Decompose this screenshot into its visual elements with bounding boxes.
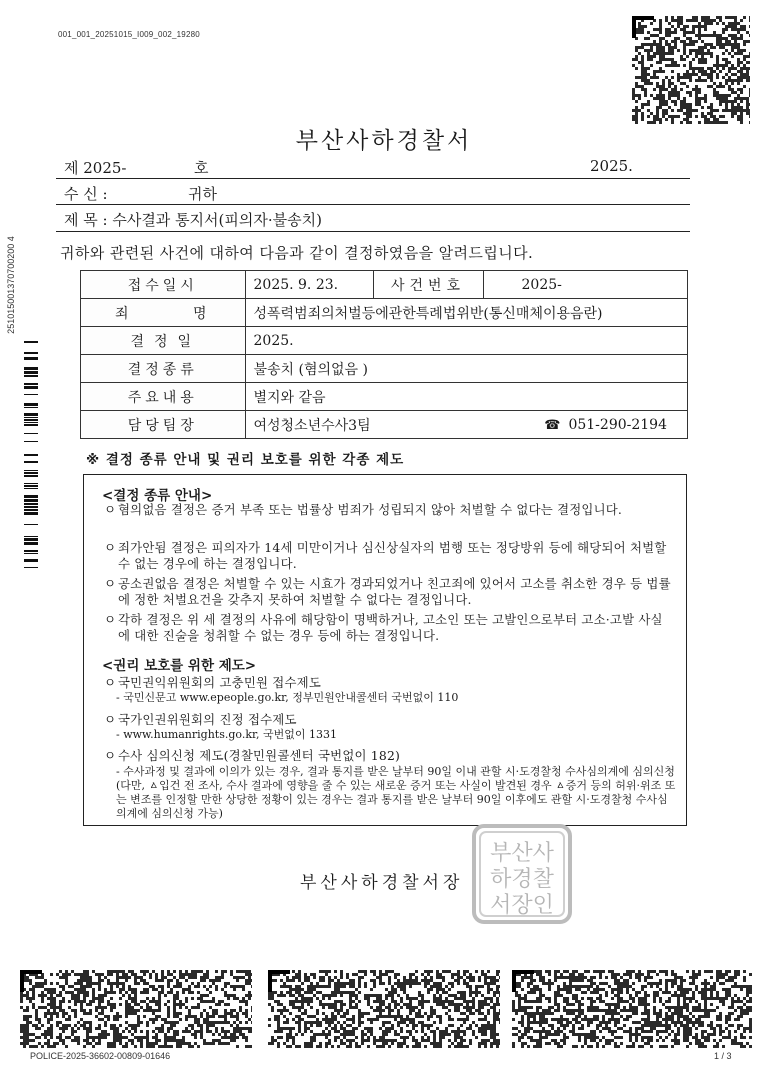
recipient-value: 귀하 (188, 185, 217, 203)
document-number-label: 제 2025- (64, 159, 127, 177)
list-bullet: ㅇ (104, 612, 117, 627)
phone-number: 051-290-2194 (568, 416, 667, 433)
list-item-text: 국민권익위원회의 고충민원 접수제도 (118, 675, 321, 690)
notice-title: ※ 결정 종류 안내 및 권리 보호를 위한 각종 제도 (86, 452, 405, 468)
list-item (104, 540, 674, 572)
decision-type-label: 결정종류 (81, 355, 246, 383)
team-value: 여성청소년수사3팀 (245, 411, 483, 439)
issuer-name: 부산사하경찰서장 (300, 873, 464, 893)
phone-icon: ☎ (544, 417, 561, 433)
list-bullet: ㅇ (104, 576, 117, 591)
header-divider (56, 204, 690, 205)
list-item-text: 혐의없음 결정은 증거 부족 또는 법률상 범죄가 성립되지 않아 처벌할 수 없다는 결정입니다. (118, 502, 623, 517)
side-barcode-code: 251015001370700200 4 (6, 236, 16, 334)
file-id: 001_001_20251015_I009_002_19280 (58, 30, 200, 39)
list-item-detail: - 국민신문고 www.epeople.go.kr, 정부민원안내콜센터 국번없이 110 (116, 691, 459, 704)
rights-section-heading: <권리 보호를 위한 제도> (102, 658, 257, 674)
charge-value: 성폭력범죄의처벌등에관한특례법위반(통신매체이용음란) (245, 299, 688, 327)
intro-text: 귀하와 관련된 사건에 대하여 다음과 같이 결정하였음을 알려드립니다. (60, 244, 534, 262)
list-item (104, 748, 674, 764)
qr-code-bottom-2 (268, 970, 500, 1048)
list-item-text: 수사 심의신청 제도(경찰민원콜센터 국번없이 182) (118, 748, 401, 763)
list-item (104, 612, 674, 644)
summary-value: 별지와 같음 (245, 383, 688, 411)
recipient-label: 수 신 : (64, 185, 108, 203)
list-bullet: ㅇ (104, 712, 117, 727)
list-item (104, 675, 674, 691)
qr-code-bottom-3 (512, 970, 752, 1048)
case-number-label: 사건번호 (373, 271, 483, 299)
decision-date-value: 2025. (245, 327, 688, 355)
list-item (104, 576, 674, 608)
qr-code-top (632, 16, 750, 124)
list-item-text: 공소권없음 결정은 처벌할 수 있는 시효가 경과되었거나 친고죄에 있어서 고소를 취소한 경우 등 법률에 정한 처벌요건을 갖추지 못하여 처벌할 수 없다는 결정입니다. (118, 576, 671, 607)
header-divider (56, 231, 690, 232)
decision-type-value: 불송치 (혐의없음 ) (245, 355, 688, 383)
table-row (81, 411, 688, 439)
official-seal-icon (468, 822, 576, 926)
svg-text:하경찰: 하경찰 (490, 867, 554, 892)
list-item (104, 502, 674, 518)
list-item-detail: - www.humanrights.go.kr, 국번없이 1331 (116, 728, 338, 741)
list-item (104, 712, 674, 728)
list-bullet: ㅇ (104, 748, 117, 763)
qr-code-bottom-1 (20, 970, 252, 1048)
document-subject: 제 목 : 수사결과 통지서(피의자·불송치) (64, 211, 322, 229)
document-title: 부산사하경찰서 (295, 128, 473, 154)
received-value: 2025. 9. 23. (245, 271, 373, 299)
team-label: 담당팀장 (81, 411, 246, 439)
received-label: 접수일시 (81, 271, 246, 299)
list-bullet: ㅇ (104, 540, 117, 555)
phone-cell (483, 411, 688, 439)
table-row (81, 383, 688, 411)
document-number-suffix: 호 (194, 159, 209, 177)
table-row (81, 271, 688, 299)
charge-label: 죄 명 (81, 299, 246, 327)
svg-text:부산사: 부산사 (490, 841, 554, 866)
table-row (81, 355, 688, 383)
summary-label: 주요내용 (81, 383, 246, 411)
list-item-text: 각하 결정은 위 세 결정의 사유에 해당함이 명백하거나, 고소인 또는 고발인으로부터 고소·고발 사실에 대한 진술을 청취할 수 없는 경우 등에 하는 결정입니다. (118, 612, 663, 643)
case-info-table (80, 270, 688, 439)
barcode-icon (24, 336, 38, 568)
list-bullet: ㅇ (104, 675, 117, 690)
table-row (81, 299, 688, 327)
list-item-text: 국가인권위원회의 진정 접수제도 (118, 712, 297, 727)
decision-date-label: 결정일 (81, 327, 246, 355)
svg-text:서장인: 서장인 (490, 893, 554, 918)
footer-document-code: POLICE-2025-36602-00809-01646 (30, 1051, 171, 1061)
page-number: 1 / 3 (714, 1051, 732, 1061)
list-item-detail: - 수사과정 및 결과에 이의가 있는 경우, 결과 통지를 받은 날부터 90일 이내 관할 시·도경찰청 수사심의계에 심의신청 (다만, ㅿ입건 전 조사, 수사 결과에 영향을 줄 수 있는 새로운 증거 또는 사실이 발견된 경우 ㅿ증거 등의 허위·위조 또는 변조를 인정할 만한 상당한 정황이 있는 경우는 결과 통지를 받은 날부터 90일 이후에도 관할 시·도경찰청 수사심의계에 심의신청 가능) (116, 765, 676, 820)
document-date: 2025. (590, 157, 633, 175)
decision-section-heading: <결정 종류 안내> (102, 488, 213, 504)
list-bullet: ㅇ (104, 502, 117, 517)
list-item-text: 죄가안됨 결정은 피의자가 14세 미만이거나 심신상실자의 범행 또는 정당방위 등에 해당되어 처벌할 수 없는 경우에 하는 결정입니다. (118, 540, 667, 571)
header-divider (56, 178, 690, 179)
table-row (81, 327, 688, 355)
case-number-value: 2025- (483, 271, 688, 299)
